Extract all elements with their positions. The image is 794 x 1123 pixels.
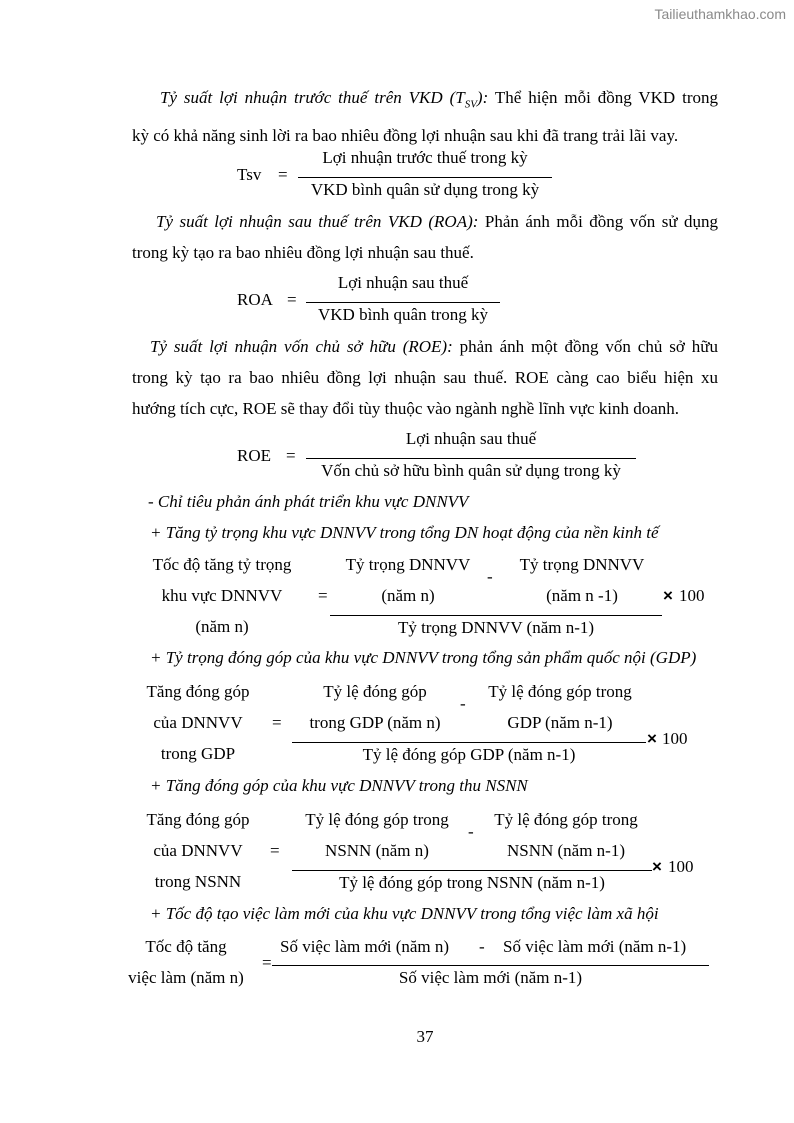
f2-lhs-2: của DNNVV (153, 713, 243, 732)
tsv-lhs: Tsv (237, 165, 262, 184)
roe-numerator: Lợi nhuận sau thuế (405, 429, 537, 448)
f3-times: × (652, 857, 662, 876)
f1-equals: = (318, 586, 328, 605)
roe-fraction-bar (306, 458, 636, 459)
f2-hundred: 100 (662, 729, 688, 748)
f3-lhs-2: của DNNVV (153, 841, 243, 860)
f1-heading: + Tăng tỷ trọng khu vực DNNVV trong tổng DN hoạt động của nền kinh tế (150, 523, 659, 542)
tsv-desc-2: kỳ có khả năng sinh lời ra bao nhiêu đồng lợi nhuận sau khi đã trang trải lãi vay. (132, 126, 679, 146)
f2-lhs-3: trong GDP (160, 744, 236, 763)
f1-term-b-1: Tỷ trọng DNNVV (519, 555, 645, 574)
f4-equals: = (262, 953, 272, 972)
roa-numerator: Lợi nhuận sau thuế (337, 273, 469, 292)
f1-lhs-1: Tốc độ tăng tỷ trọng (152, 555, 292, 574)
f1-hundred: 100 (679, 586, 705, 605)
f1-term-a-2: (năm n) (381, 586, 435, 605)
page-number: 37 (416, 1027, 434, 1046)
tsv-desc-1: Thể hiện mỗi đồng VKD trong (488, 88, 718, 107)
roa-line-1 (132, 206, 718, 237)
f1-minus: - (487, 567, 493, 586)
f4-term-a: Số việc làm mới (năm n) (280, 937, 450, 956)
f1-denominator: Tỷ trọng DNNVV (năm n-1) (397, 618, 595, 637)
f4-lhs-2: việc làm (năm n) (128, 968, 244, 987)
f4-minus: - (479, 937, 485, 956)
f2-equals: = (272, 713, 282, 732)
f3-fraction-bar (292, 870, 652, 871)
f4-fraction-bar (272, 965, 709, 966)
f2-term-a-1: Tỷ lệ đóng góp (323, 682, 427, 701)
f1-fraction-bar (330, 615, 662, 616)
f1-term-b-2: (năm n -1) (546, 586, 618, 605)
f2-times: × (647, 729, 657, 748)
roe-desc-2: trong kỳ tạo ra bao nhiêu đồng lợi nhuận sau thuế. ROE càng cao biểu hiện xu (132, 368, 718, 387)
roe-paragraph (132, 331, 718, 424)
f3-term-a-1: Tỷ lệ đóng góp trong (305, 810, 449, 829)
f1-times: × (663, 586, 673, 605)
f3-lhs-3: trong NSNN (154, 872, 242, 891)
roa-equals: = (287, 290, 297, 309)
roa-fraction-bar (306, 302, 500, 303)
roe-lhs: ROE (237, 446, 271, 465)
f3-heading: + Tăng đóng góp của khu vực DNNVV trong thu NSNN (150, 776, 528, 795)
f1-lhs-2: khu vực DNNVV (161, 586, 283, 605)
tsv-numerator: Lợi nhuận trước thuế trong kỳ (322, 148, 528, 167)
f3-hundred: 100 (668, 857, 694, 876)
f4-lhs-1: Tốc độ tăng (145, 937, 227, 956)
f2-lhs-1: Tăng đóng góp (146, 682, 250, 701)
f3-denominator: Tỷ lệ đóng góp trong NSNN (năm n-1) (339, 873, 605, 892)
f4-heading: + Tốc độ tạo việc làm mới của khu vực DNNVV trong tổng việc làm xã hội (150, 904, 659, 923)
f1-term-a-1: Tỷ trọng DNNVV (345, 555, 471, 574)
f2-denominator: Tỷ lệ đóng góp GDP (năm n-1) (362, 745, 576, 764)
roa-desc-1: Phản ánh mỗi đồng vốn sử dụng (478, 212, 719, 231)
tsv-label: Tỷ suất lợi nhuận trước thuế trên VKD $(T_{SV})$: (160, 88, 489, 111)
roe-denominator: Vốn chủ sở hữu bình quân sử dụng trong kỳ (321, 461, 621, 480)
f2-heading: + Tỷ trọng đóng góp của khu vực DNNVV trong tổng sản phẩm quốc nội (GDP) (150, 648, 697, 667)
f3-minus: - (468, 822, 474, 841)
roa-label: Tỷ suất lợi nhuận sau thuế trên VKD (ROA): (156, 212, 479, 231)
f4-denominator: Số việc làm mới (năm n-1) (398, 968, 583, 987)
f2-term-b-1: Tỷ lệ đóng góp trong (488, 682, 632, 701)
roa-lhs: ROA (237, 290, 273, 309)
watermark: Tailieuthamkhao.com (654, 6, 786, 22)
tsv-equals: = (278, 165, 288, 184)
roa-denominator: VKD bình quân trong kỳ (318, 305, 488, 324)
f3-lhs-1: Tăng đóng góp (146, 810, 250, 829)
roe-label: Tỷ suất lợi nhuận vốn chủ sở hữu (ROE): (150, 337, 453, 356)
roe-desc-1: phản ánh một đồng vốn chủ sở hữu (452, 337, 718, 356)
f3-term-b-2: NSNN (năm n-1) (506, 841, 626, 860)
roe-equals: = (286, 446, 296, 465)
roa-desc-2: trong kỳ tạo ra bao nhiêu đồng lợi nhuận sau thuế. (132, 243, 474, 262)
tsv-denominator: VKD bình quân sử dụng trong kỳ (310, 180, 540, 199)
section-heading: - Chỉ tiêu phản ánh phát triển khu vực DNNVV (148, 492, 469, 511)
tsv-fraction-bar (298, 177, 552, 178)
roe-line-1 (132, 331, 718, 362)
f2-term-b-2: GDP (năm n-1) (507, 713, 613, 732)
f3-term-b-1: Tỷ lệ đóng góp trong (494, 810, 638, 829)
f3-term-a-2: NSNN (năm n) (325, 841, 429, 860)
tsv-line-1 (132, 82, 718, 120)
f2-term-a-2: trong GDP (năm n) (309, 713, 441, 732)
f2-fraction-bar (292, 742, 646, 743)
f2-minus: - (460, 694, 466, 713)
roe-desc-3: hướng tích cực, ROE sẽ thay đổi tùy thuộc vào ngành nghề lĩnh vực kinh doanh. (132, 399, 680, 418)
f4-term-b: Số việc làm mới (năm n-1) (503, 937, 687, 956)
roa-paragraph (132, 206, 718, 268)
tsv-paragraph (132, 82, 718, 151)
f1-lhs-3: (năm n) (195, 617, 249, 636)
f3-equals: = (270, 841, 280, 860)
